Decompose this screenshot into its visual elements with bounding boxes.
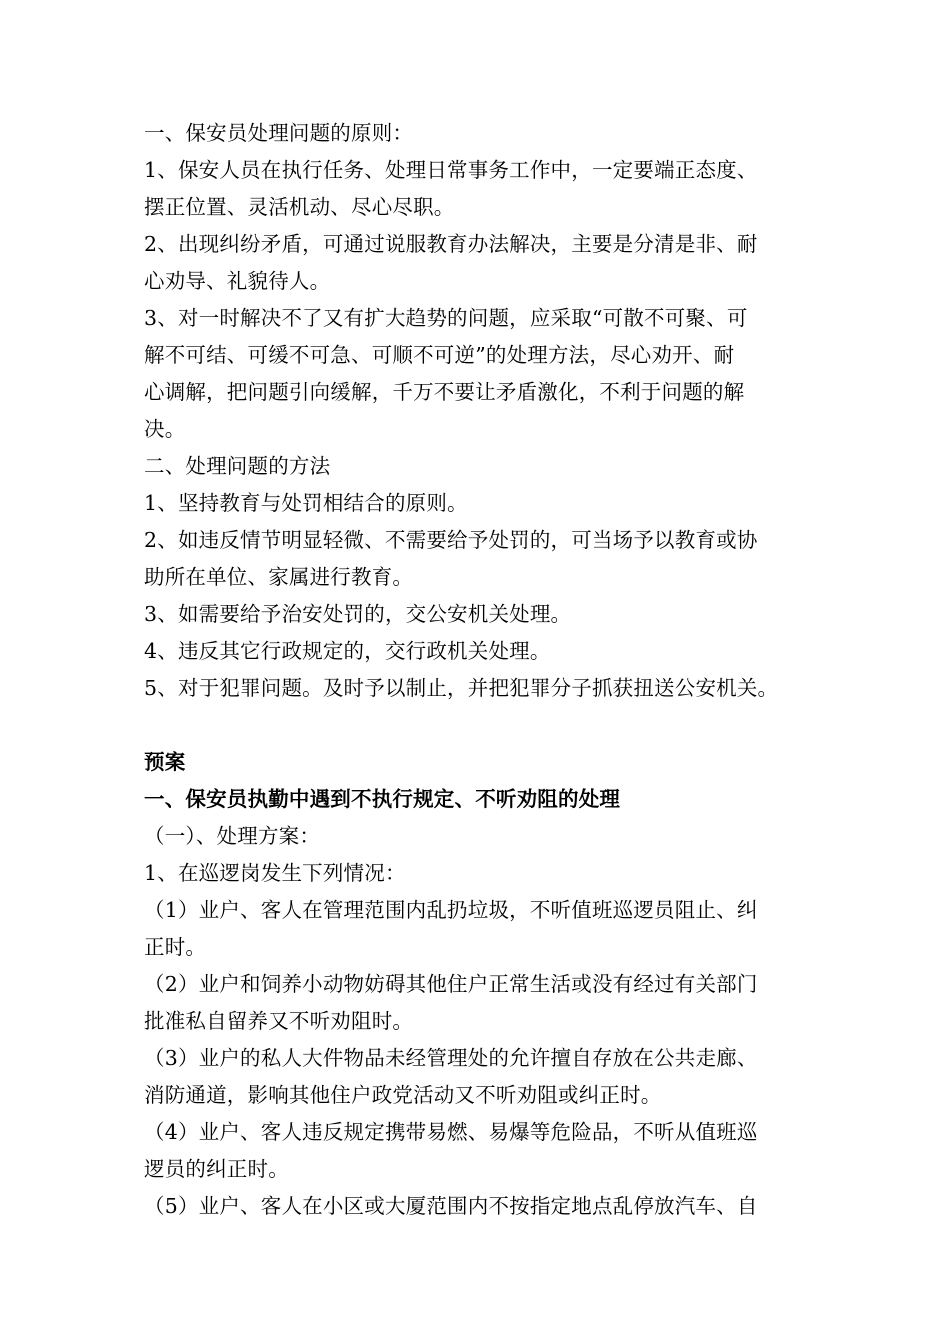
plan-section bbox=[144, 818, 834, 1225]
section-gap bbox=[144, 707, 834, 744]
text-line: 1、在巡逻岗发生下列情况： bbox=[144, 861, 406, 885]
text-line: （一）、处理方案： bbox=[144, 824, 321, 848]
principles-section bbox=[144, 115, 834, 707]
text-line: 正时。 bbox=[144, 935, 207, 959]
text-line: 心调解，把问题引向缓解，千万不要让矛盾激化，不利于问题的解 bbox=[144, 380, 745, 404]
text-line: 2、出现纠纷矛盾，可通过说服教育办法解决，主要是分清是非、耐 bbox=[144, 232, 758, 256]
text-line: 1、保安人员在执行任务、处理日常事务工作中，一定要端正态度、 bbox=[144, 158, 758, 182]
text-line: 决。 bbox=[144, 417, 186, 441]
text-line: （2）业户和饲养小动物妨碍其他住户正常生活或没有经过有关部门 bbox=[144, 972, 758, 996]
text-line: 1、坚持教育与处罚相结合的原则。 bbox=[144, 491, 468, 515]
text-line: （5）业户、客人在小区或大厦范围内不按指定地点乱停放汽车、自 bbox=[144, 1194, 758, 1218]
text-line: 解不可结、可缓不可急、可顺不可逆”的处理方法，尽心劝开、耐 bbox=[144, 343, 735, 367]
text-line: （3）业户的私人大件物品未经管理处的允许擅自存放在公共走廊、 bbox=[144, 1046, 758, 1070]
plan-heading: 预案 bbox=[144, 750, 186, 774]
text-line: 4、违反其它行政规定的，交行政机关处理。 bbox=[144, 639, 551, 663]
text-line: 逻员的纠正时。 bbox=[144, 1157, 289, 1181]
text-line: 助所在单位、家属进行教育。 bbox=[144, 565, 414, 589]
text-line: 心劝导、礼貌待人。 bbox=[144, 269, 331, 293]
text-line: 摆正位置、灵活机动、尽心尽职。 bbox=[144, 195, 455, 219]
text-line: 5、对于犯罪问题。及时予以制止，并把犯罪分子抓获扭送公安机关。 bbox=[144, 676, 779, 700]
text-line: 一、保安员处理问题的原则： bbox=[144, 121, 414, 145]
text-line: （4）业户、客人违反规定携带易燃、易爆等危险品，不听从值班巡 bbox=[144, 1120, 758, 1144]
text-line: 2、如违反情节明显轻微、不需要给予处罚的，可当场予以教育或协 bbox=[144, 528, 758, 552]
text-line: （1）业户、客人在管理范围内乱扔垃圾，不听值班巡逻员阻止、纠 bbox=[144, 898, 758, 922]
document-page bbox=[144, 115, 834, 1225]
text-line: 3、对一时解决不了又有扩大趋势的问题，应采取“可散不可聚、可 bbox=[144, 306, 748, 330]
text-line: 3、如需要给予治安处罚的，交公安机关处理。 bbox=[144, 602, 572, 626]
text-line: 二、处理问题的方法 bbox=[144, 454, 331, 478]
plan-subheading: 一、保安员执勤中遇到不执行规定、不听劝阻的处理 bbox=[144, 787, 621, 811]
text-line: 批准私自留养又不听劝阻时。 bbox=[144, 1009, 414, 1033]
text-line: 消防通道，影响其他住户政党活动又不听劝阻或纠正时。 bbox=[144, 1083, 662, 1107]
